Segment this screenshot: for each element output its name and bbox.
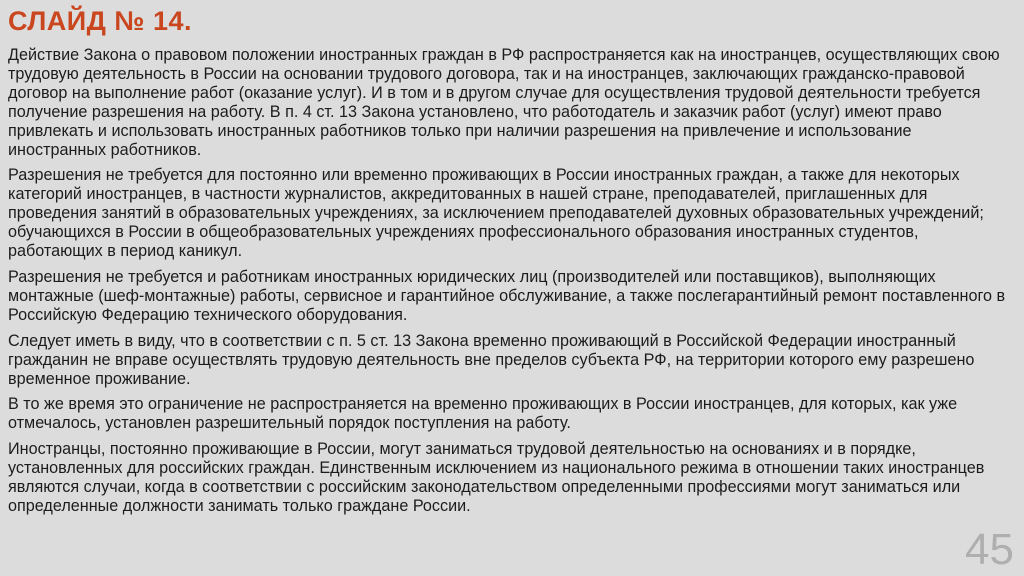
slide-body bbox=[8, 46, 1012, 523]
paragraph-2: Разрешения не требуется для постоянно или временно проживающих в России иностранных граждан, а также для некоторых категорий иностранцев, в частности журналистов, аккредитованных в нашей стране, преподавателей, приглашенных для проведения занятий в образовательных учреждениях, за исключением преподавателей духовных образовательных учреждений; обучающихся в России в общеобразовательных учреждениях профессионального образования иностранных студентов, работающих в период каникул. bbox=[8, 166, 984, 261]
slide-title: СЛАЙД № 14. bbox=[8, 6, 193, 36]
paragraph-6: Иностранцы, постоянно проживающие в России, могут заниматься трудовой деятельностью на основаниях и в порядке, установленных для российских граждан. Единственным исключением из национального режима в отношении таких иностранцев являются случаи, когда в соответствии с российским законодательством определенными профессиями могут заниматься или определенные должности занимать только граждане России. bbox=[8, 440, 985, 515]
paragraph-4: Следует иметь в виду, что в соответствии с п. 5 ст. 13 Закона временно проживающий в Российской Федерации иностранный гражданин не вправе осуществлять трудовую деятельность вне пределов субъекта РФ, на территории которого ему разрешено временное проживание. bbox=[8, 331, 975, 388]
paragraph-3: Разрешения не требуется и работникам иностранных юридических лиц (производителей или поставщиков), выполняющих монтажные (шеф-монтажные) работы, сервисное и гарантийное обслуживание, а также послегарантийный ремонт поставленного в Российскую Федерацию технического оборудования. bbox=[8, 267, 1006, 324]
paragraph-1: Действие Закона о правовом положении иностранных граждан в РФ распространяется как на иностранцев, осуществляющих свою трудовую деятельность в России на основании трудового договора, так и на иностранцев, заключающих гражданско-правовой договор на выполнение работ (оказание услуг). И в том и в другом случае для осуществления трудовой деятельности требуется получение разрешения на работу. В п. 4 ст. 13 Закона установлено, что работодатель и заказчик работ (услуг) имеют право привлекать и использовать иностранных работников только при наличии разрешения на привлечение и использование иностранных работников. bbox=[8, 46, 1000, 159]
paragraph-5: В то же время это ограничение не распространяется на временно проживающих в России иностранцев, для которых, как уже отмечалось, установлен разрешительный порядок поступления на работу. bbox=[8, 395, 958, 433]
page-number: 45 bbox=[965, 525, 1014, 574]
